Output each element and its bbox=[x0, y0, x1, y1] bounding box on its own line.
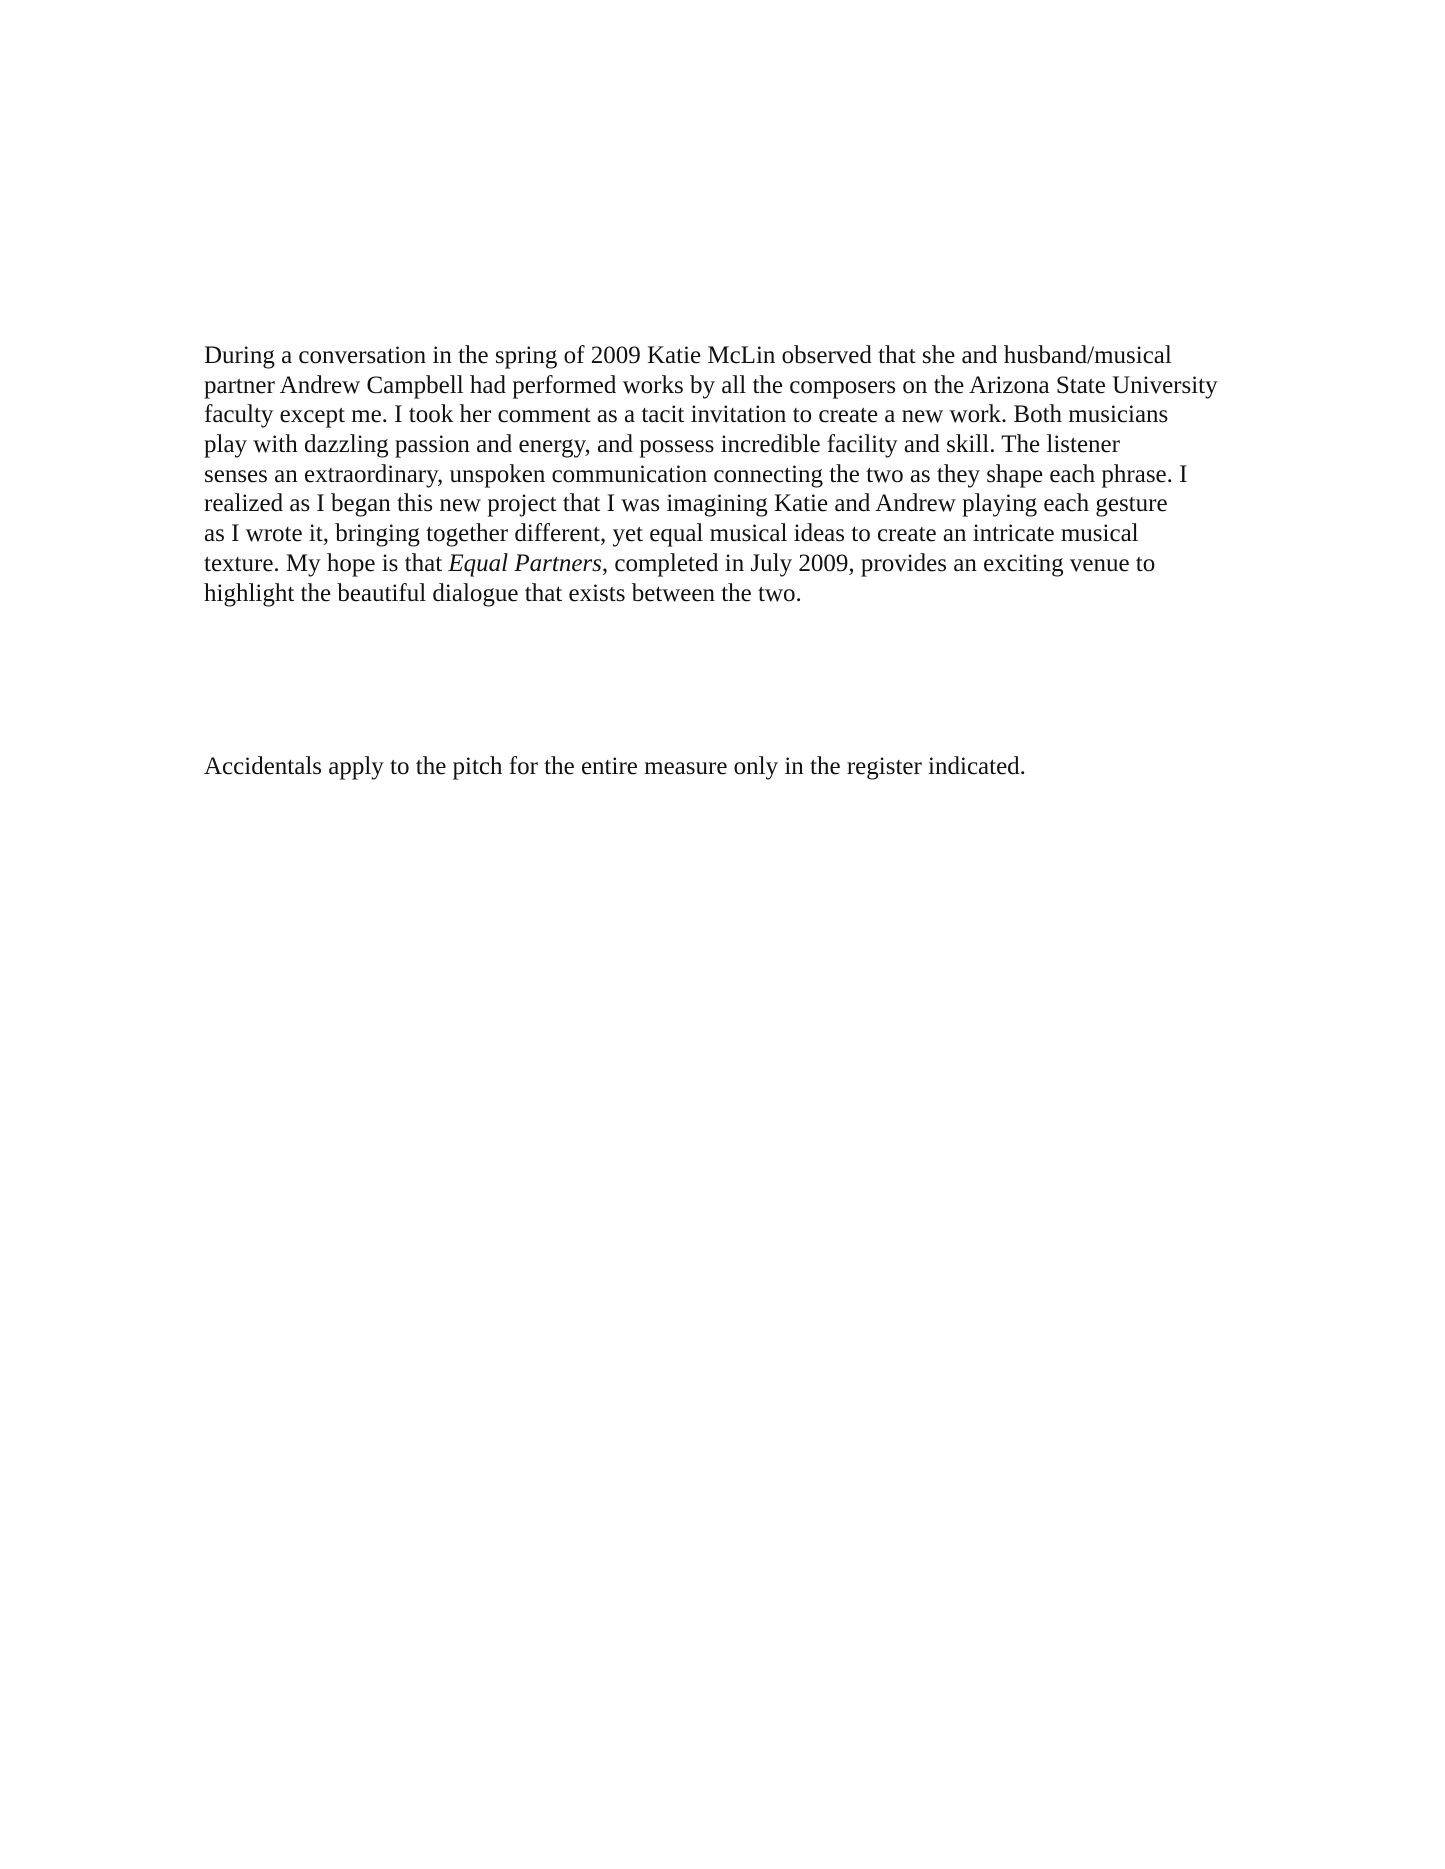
paragraph-line-with-title bbox=[204, 549, 1284, 579]
paragraph-line: realized as I began this new project that I was imagining Katie and Andrew playing each gesture bbox=[204, 490, 1168, 518]
paragraph-line: partner Andrew Campbell had performed works by all the composers on the Arizona State University bbox=[204, 371, 1218, 399]
paragraph-line: senses an extraordinary, unspoken communication connecting the two as they shape each phrase. I bbox=[204, 460, 1188, 488]
paragraph-line: faculty except me. I took her comment as a tacit invitation to create a new work. Both musicians bbox=[204, 401, 1169, 429]
line-text-after-title: , completed in July 2009, provides an exciting venue to bbox=[601, 549, 1156, 577]
performance-note: Accidentals apply to the pitch for the entire measure only in the register indicated. bbox=[204, 753, 1026, 780]
paragraph-line: as I wrote it, bringing together different, yet equal musical ideas to create an intricate musical bbox=[204, 520, 1139, 548]
work-title: Equal Partners bbox=[448, 549, 602, 577]
line-text-before-title: texture. My hope is that bbox=[204, 549, 449, 577]
paragraph-line: highlight the beautiful dialogue that exists between the two. bbox=[204, 579, 802, 607]
program-note-paragraph bbox=[204, 341, 1284, 608]
paragraph-line: During a conversation in the spring of 2009 Katie McLin observed that she and husband/musical bbox=[204, 342, 1172, 369]
paragraph-line: play with dazzling passion and energy, and possess incredible facility and skill. The listener bbox=[204, 431, 1120, 459]
